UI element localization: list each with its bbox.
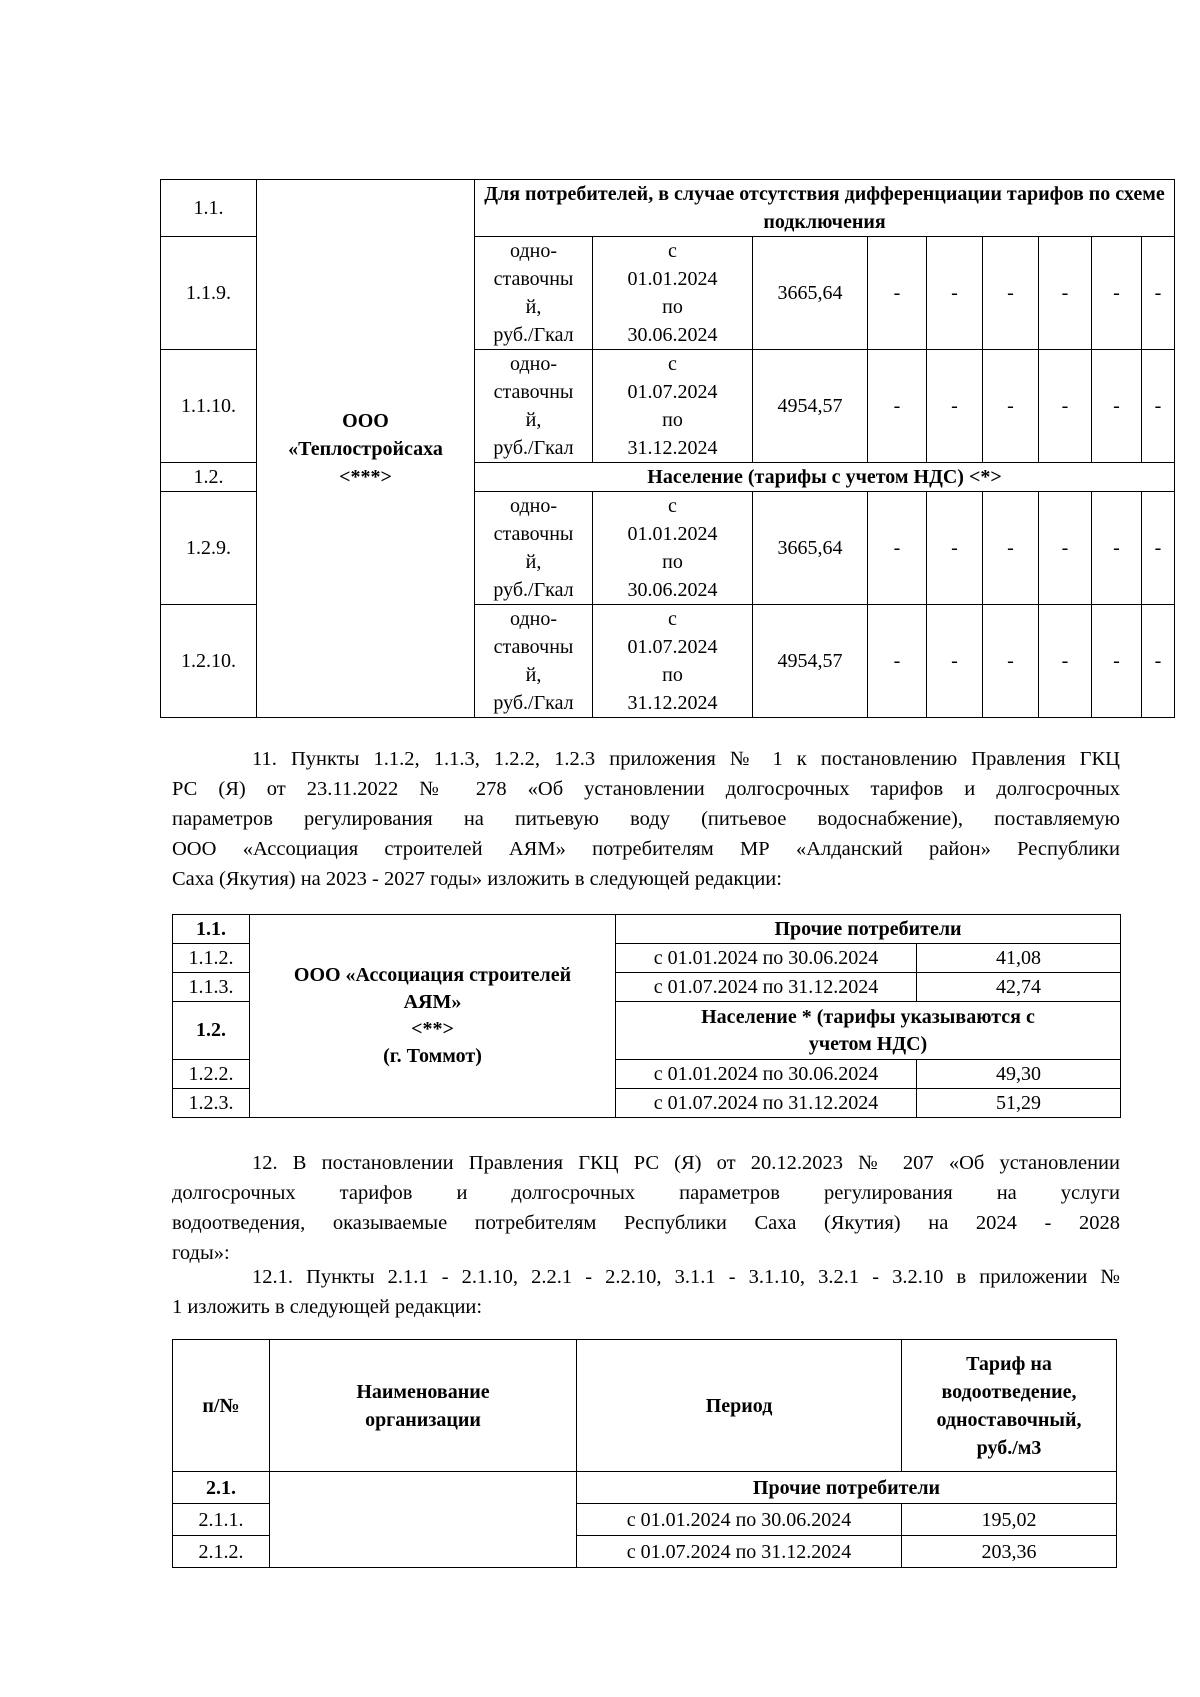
period: с 01.01.2024 по 30.06.2024 <box>593 492 753 605</box>
tariff-table-wastewater <box>172 1339 1117 1568</box>
org-name-line: ООО <box>342 409 389 432</box>
tariff-value: 195,02 <box>902 1504 1117 1536</box>
section-header: Прочие потребители <box>616 915 1121 944</box>
row-id: 1.2.2. <box>173 1060 250 1089</box>
header-period: Период <box>577 1340 902 1472</box>
header-organization <box>270 1340 577 1472</box>
tariff-value: 51,29 <box>917 1089 1121 1118</box>
dash-cell: - <box>983 350 1039 463</box>
dash-cell: - <box>1039 605 1092 718</box>
row-id: 2.1. <box>173 1472 270 1504</box>
rate-type: одно- ставочны й, руб./Гкал <box>475 237 593 350</box>
org-name-cell <box>257 180 475 718</box>
dash-cell: - <box>868 237 927 350</box>
dash-cell: - <box>1142 492 1175 605</box>
section-header: Население (тарифы с учетом НДС) <*> <box>475 463 1175 492</box>
org-name-cell <box>250 915 616 1118</box>
paragraph-12 <box>172 1148 1120 1268</box>
text-line: 11. Пункты 1.1.2, 1.1.3, 1.2.2, 1.2.3 приложения № 1 к постановлению Правления ГКЦ <box>252 748 1120 770</box>
row-id: 1.2.9. <box>161 492 257 605</box>
row-id: 1.1.2. <box>173 944 250 973</box>
org-name-line: АЯМ» <box>403 991 462 1013</box>
row-id: 1.1.10. <box>161 350 257 463</box>
row-id: 1.2.3. <box>173 1089 250 1118</box>
dash-cell: - <box>1092 605 1142 718</box>
text-line: годы»: <box>172 1242 230 1264</box>
dash-cell: - <box>927 237 983 350</box>
header-number: п/№ <box>173 1340 270 1472</box>
dash-cell: - <box>1039 492 1092 605</box>
dash-cell: - <box>983 237 1039 350</box>
paragraph-11 <box>172 744 1120 894</box>
dash-cell: - <box>983 605 1039 718</box>
text-line: параметров регулирования на питьевую воду (питьевое водоснабжение), поставляемую <box>172 808 1120 830</box>
row-id: 2.1.2. <box>173 1536 270 1568</box>
dash-cell: - <box>1039 350 1092 463</box>
section-header-text: Для потребителей, в случае отсутствия дифференциации тарифов по схеме подключения <box>484 183 1165 233</box>
row-id: 1.1.9. <box>161 237 257 350</box>
period: с 01.07.2024 по 31.12.2024 <box>593 350 753 463</box>
row-id: 1.1. <box>161 180 257 237</box>
header-text: руб./м3 <box>976 1436 1042 1459</box>
dash-cell: - <box>927 492 983 605</box>
dash-cell: - <box>983 492 1039 605</box>
tariff-value: 3665,64 <box>753 492 868 605</box>
period: с 01.01.2024 по 30.06.2024 <box>616 944 917 973</box>
dash-cell: - <box>1142 605 1175 718</box>
header-tariff <box>902 1340 1117 1472</box>
text-line: 1 изложить в следующей редакции: <box>172 1296 483 1318</box>
org-name-line: (г. Томмот) <box>383 1045 482 1067</box>
dash-cell: - <box>1142 350 1175 463</box>
row-id: 1.2.10. <box>161 605 257 718</box>
row-id: 1.2. <box>161 463 257 492</box>
section-header <box>616 1002 1121 1060</box>
row-id: 1.1. <box>173 915 250 944</box>
dash-cell: - <box>1039 237 1092 350</box>
text-line: долгосрочных тарифов и долгосрочных параметров регулирования на услуги <box>172 1182 1120 1204</box>
rate-type: одно- ставочны й, руб./Гкал <box>475 492 593 605</box>
org-name-line: ООО «Ассоциация строителей <box>293 964 572 986</box>
header-text: Тариф на <box>966 1352 1052 1375</box>
dash-cell: - <box>927 605 983 718</box>
period: с 01.01.2024 по 30.06.2024 <box>577 1504 902 1536</box>
tariff-table-heat <box>160 179 1175 718</box>
period: с 01.01.2024 по 30.06.2024 <box>593 237 753 350</box>
header-text: Наименование <box>356 1380 490 1403</box>
dash-cell: - <box>1092 350 1142 463</box>
section-header-text: Население * (тарифы указываются с <box>701 1005 1035 1028</box>
row-id: 1.2. <box>173 1002 250 1060</box>
tariff-value: 49,30 <box>917 1060 1121 1089</box>
text-line: водоотведения, оказываемые потребителям Республики Саха (Якутия) на 2024 - 2028 <box>172 1212 1120 1234</box>
paragraph-12-1 <box>172 1262 1120 1322</box>
dash-cell: - <box>927 350 983 463</box>
period: с 01.07.2024 по 31.12.2024 <box>616 973 917 1002</box>
tariff-value: 3665,64 <box>753 237 868 350</box>
dash-cell: - <box>1092 237 1142 350</box>
dash-cell: - <box>1092 492 1142 605</box>
header-text: водоотведение, <box>941 1380 1077 1403</box>
rate-type: одно- ставочны й, руб./Гкал <box>475 350 593 463</box>
section-header <box>475 180 1175 237</box>
dash-cell: - <box>868 492 927 605</box>
rate-type: одно- ставочны й, руб./Гкал <box>475 605 593 718</box>
dash-cell: - <box>868 350 927 463</box>
org-name-cell <box>270 1472 577 1568</box>
row-id: 2.1.1. <box>173 1504 270 1536</box>
period: с 01.07.2024 по 31.12.2024 <box>593 605 753 718</box>
row-id: 1.1.3. <box>173 973 250 1002</box>
text-line: ООО «Ассоциация строителей АЯМ» потребителям МР «Алданский район» Республики <box>172 838 1120 860</box>
period: с 01.07.2024 по 31.12.2024 <box>616 1089 917 1118</box>
tariff-value: 4954,57 <box>753 605 868 718</box>
org-name-line: <**> <box>411 1018 454 1040</box>
tariff-value: 41,08 <box>917 944 1121 973</box>
period: с 01.07.2024 по 31.12.2024 <box>577 1536 902 1568</box>
text-line: Саха (Якутия) на 2023 - 2027 годы» изложить в следующей редакции: <box>172 868 782 890</box>
text-line: РС (Я) от 23.11.2022 № 278 «Об установлении долгосрочных тарифов и долгосрочных <box>172 778 1120 800</box>
text-line: 12.1. Пункты 2.1.1 - 2.1.10, 2.2.1 - 2.2.10, 3.1.1 - 3.1.10, 3.2.1 - 3.2.10 в приложении № <box>252 1266 1120 1288</box>
tariff-table-water <box>172 914 1121 1118</box>
tariff-value: 203,36 <box>902 1536 1117 1568</box>
header-text: организации <box>365 1408 481 1431</box>
section-header: Прочие потребители <box>577 1472 1117 1504</box>
tariff-value: 42,74 <box>917 973 1121 1002</box>
section-header-text: учетом НДС) <box>808 1032 928 1055</box>
period: с 01.01.2024 по 30.06.2024 <box>616 1060 917 1089</box>
header-text: одноставочный, <box>936 1408 1082 1431</box>
org-name-line: <***> <box>339 465 392 488</box>
org-name-line: «Теплостройсаха <box>288 437 443 460</box>
dash-cell: - <box>868 605 927 718</box>
text-line: 12. В постановлении Правления ГКЦ РС (Я) от 20.12.2023 № 207 «Об установлении <box>252 1152 1120 1174</box>
dash-cell: - <box>1142 237 1175 350</box>
tariff-value: 4954,57 <box>753 350 868 463</box>
